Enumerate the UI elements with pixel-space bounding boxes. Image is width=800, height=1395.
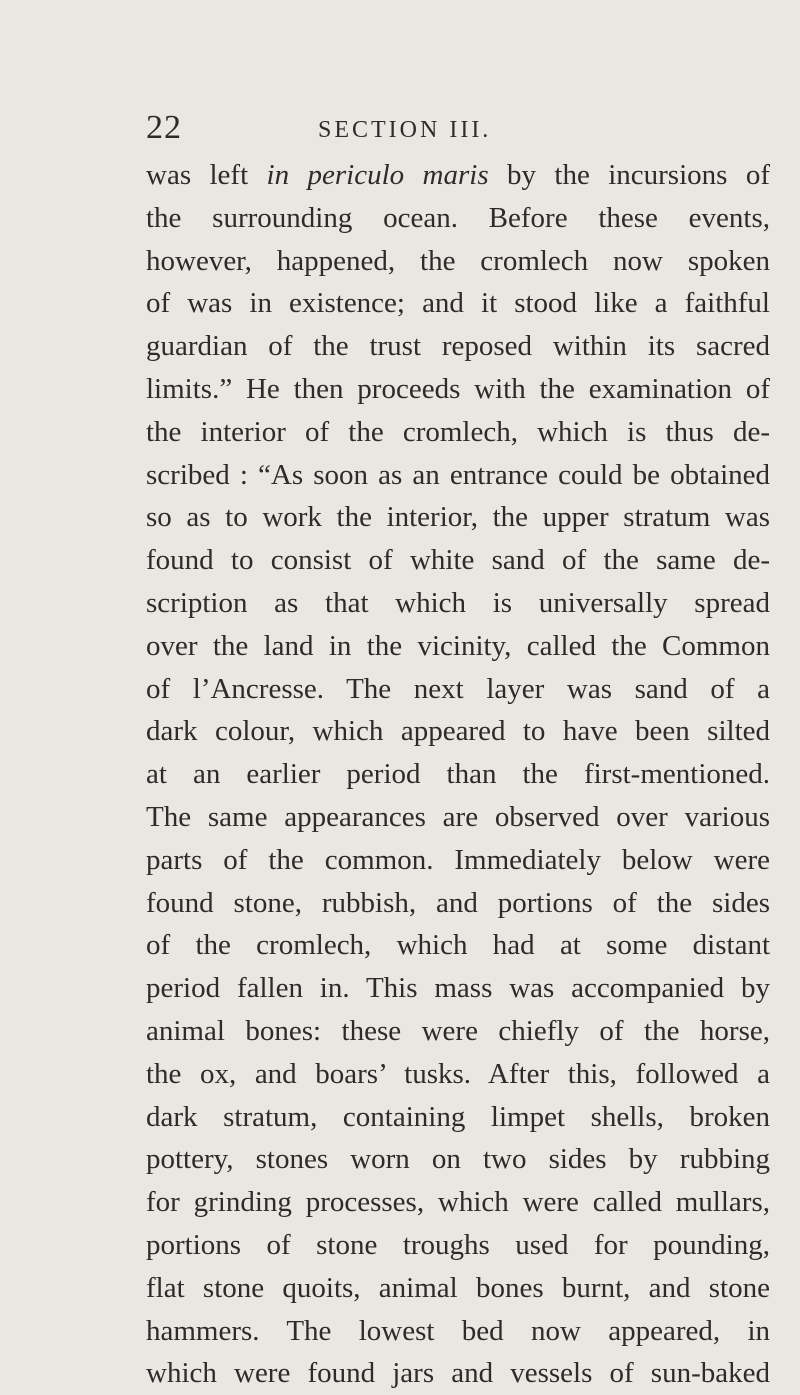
running-head <box>146 108 766 148</box>
text-line: dark colour, which appeared to have been silted <box>146 715 770 748</box>
text-run: was left <box>146 159 267 191</box>
text-line: scription as that which is universally spread <box>146 586 770 619</box>
text-line: period fallen in. This mass was accompanied by <box>146 972 770 1005</box>
text-line: which were found jars and vessels of sun-baked <box>146 1357 770 1390</box>
text-line: limits.” He then proceeds with the examination of <box>146 372 770 405</box>
page-number: 22 <box>146 109 182 146</box>
text-line: dark stratum, containing limpet shells, broken <box>146 1100 770 1133</box>
latin-phrase: in periculo maris <box>266 159 489 191</box>
text-line: the surrounding ocean. Before these events, <box>146 201 770 234</box>
text-line: so as to work the interior, the upper stratum was <box>146 501 770 534</box>
text-line: scribed : “As soon as an entrance could be obtained <box>146 458 770 491</box>
text-line: pottery, stones worn on two sides by rubbing <box>146 1143 770 1176</box>
text-line: found stone, rubbish, and portions of the sides <box>146 886 770 919</box>
text-line: however, happened, the cromlech now spoken <box>146 244 770 277</box>
text-run: by the incursions of <box>488 159 770 191</box>
text-line: over the land in the vicinity, called the Common <box>146 629 770 662</box>
text-line: animal bones: these were chiefly of the horse, <box>146 1014 770 1047</box>
text-line: portions of stone troughs used for pounding, <box>146 1228 770 1261</box>
text-line: the ox, and boars’ tusks. After this, followed a <box>146 1057 770 1090</box>
text-line: at an earlier period than the first-mentioned. <box>146 758 770 791</box>
text-line: parts of the common. Immediately below were <box>146 843 770 876</box>
text-line: The same appearances are observed over various <box>146 800 770 833</box>
text-line: flat stone quoits, animal bones burnt, and stone <box>146 1271 770 1304</box>
text-line: hammers. The lowest bed now appeared, in <box>146 1314 770 1347</box>
text-line: of the cromlech, which had at some distant <box>146 929 770 962</box>
text-line: the interior of the cromlech, which is thus de- <box>146 415 770 448</box>
section-title: SECTION III. <box>318 117 492 143</box>
text-line: found to consist of white sand of the same de- <box>146 544 770 577</box>
body-text <box>146 154 770 1395</box>
text-line: of was in existence; and it stood like a faithful <box>146 287 770 320</box>
text-line <box>146 154 770 197</box>
text-line: guardian of the trust reposed within its sacred <box>146 330 770 363</box>
text-line: of l’Ancresse. The next layer was sand of a <box>146 672 770 705</box>
text-line: for grinding processes, which were called mullars, <box>146 1186 770 1219</box>
